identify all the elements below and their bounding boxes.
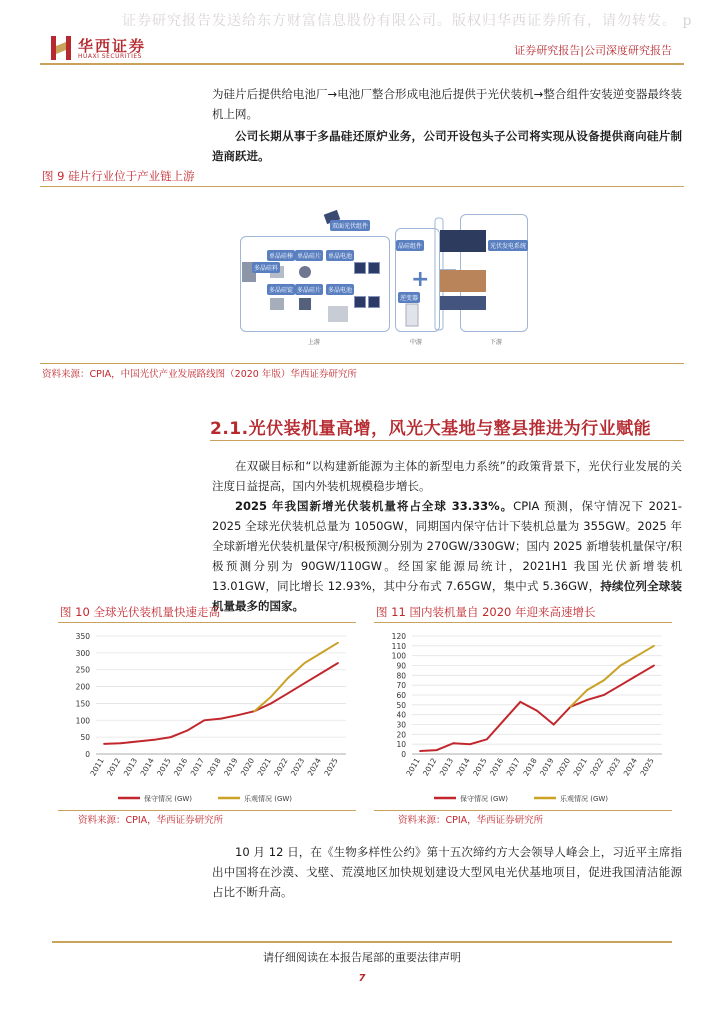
data-point xyxy=(320,652,322,654)
y-tick-label: 100 xyxy=(391,651,406,661)
domestic-installation-chart xyxy=(374,626,672,808)
x-tick-label: 2016 xyxy=(171,756,190,778)
data-point xyxy=(620,684,622,686)
legend-label: 乐观情况 (GW) xyxy=(560,795,609,803)
para2-bold-tail: 持续位列全球装机量最多的国家。 xyxy=(212,579,683,613)
y-tick-label: 60 xyxy=(396,691,406,700)
logo-chinese-name: 华西证券 xyxy=(78,37,147,55)
series-line-conservative xyxy=(420,666,654,752)
x-tick-label: 2023 xyxy=(604,756,623,778)
data-point xyxy=(187,730,189,732)
y-tick-label: 10 xyxy=(396,740,406,750)
solar-farm-image-1 xyxy=(440,230,486,252)
data-point xyxy=(270,696,272,698)
para2-body: CPIA 预测，保守情况下 2021-2025 全球光伏装机总量为 1050GW，同期国内保守估计下装机总量为 355GW。2025 年全球新增光伏装机量保守/积极预测分别为 270GW/330GW；国内 2025 新增装机量保守/积极预测分别为 90GW/110GW。经国家能源局统计，2021H1 我国光伏新增装机 13.01GW，同比增长 12.93%，其中分布式 7.65GW，集中式 5.36GW， xyxy=(212,499,682,593)
data-point xyxy=(519,701,521,703)
x-tick-label: 2024 xyxy=(621,756,640,778)
y-tick-label: 110 xyxy=(391,641,406,651)
data-point xyxy=(287,692,289,694)
data-point xyxy=(237,714,239,716)
diagram-graphics xyxy=(230,200,530,350)
data-point xyxy=(653,645,655,647)
x-tick-label: 2016 xyxy=(487,756,506,778)
data-point xyxy=(436,749,438,751)
logo-english-name: HUAXI SECURITIES xyxy=(78,53,142,60)
x-tick-label: 2017 xyxy=(504,756,523,778)
watermark-text: 证券研究报告发送给东方财富信息股份有限公司。版权归华西证券所有，请勿转发。 p xyxy=(122,13,693,29)
data-point xyxy=(570,706,572,708)
multi-cell-image-1 xyxy=(354,296,366,308)
data-point xyxy=(170,736,172,738)
x-tick-label: 2022 xyxy=(272,756,290,778)
stage-midstream: 中游 xyxy=(410,339,423,346)
x-tick-label: 2018 xyxy=(205,756,223,778)
plus-symbol: + xyxy=(411,267,430,292)
y-tick-label: 0 xyxy=(401,750,406,759)
figure11-top-rule xyxy=(374,622,672,623)
x-tick-label: 2025 xyxy=(322,756,340,778)
section-paragraph-1: 在双碳目标和“以构建新能源为主体的新型电力系统”的政策背景下，光伏行业发展的关注度日益提高，国内外装机规模稳步增长。 xyxy=(212,459,682,493)
data-point xyxy=(486,738,488,740)
page-number: 7 xyxy=(358,973,366,984)
y-tick-label: 200 xyxy=(75,682,90,692)
y-tick-label: 30 xyxy=(396,720,406,730)
footer-disclaimer: 请仔细阅读在本报告尾部的重要法律声明 xyxy=(263,951,461,964)
x-tick-label: 2015 xyxy=(155,756,173,778)
global-installation-chart xyxy=(58,626,356,808)
data-point xyxy=(337,662,339,664)
data-point xyxy=(254,710,256,712)
data-point xyxy=(503,720,505,722)
inverter-image xyxy=(406,304,418,326)
figure10-source: 资料来源：CPIA，华西证券研究所 xyxy=(78,815,224,826)
data-point xyxy=(653,665,655,667)
x-tick-label: 2020 xyxy=(554,756,573,778)
label-multi-cell: 多晶电池 xyxy=(326,284,354,295)
data-point xyxy=(304,682,306,684)
data-point xyxy=(153,739,155,741)
mono-cell-image-1 xyxy=(354,262,366,274)
y-tick-label: 120 xyxy=(391,632,406,641)
x-tick-label: 2011 xyxy=(404,756,422,778)
x-tick-label: 2019 xyxy=(538,756,556,778)
para2-bold-lead: 2025 年我国新增光伏装机量将占全球 33.33%。 xyxy=(235,499,514,513)
section-heading: 2.1.光伏装机量高增，风光大基地与整县推进为行业赋能 xyxy=(210,419,652,439)
huaxi-logo xyxy=(50,34,190,62)
huaxi-logo-icon xyxy=(50,34,72,62)
y-tick-label: 50 xyxy=(80,733,90,743)
y-tick-label: 250 xyxy=(75,665,90,675)
data-point xyxy=(586,689,588,691)
mono-wafer-image xyxy=(299,266,311,278)
label-polysilicon: 多晶硅料 xyxy=(252,262,280,273)
figure10-top-rule xyxy=(58,622,356,623)
legend-label: 乐观情况 (GW) xyxy=(244,795,293,803)
data-point xyxy=(337,642,339,644)
solar-farm-image-2 xyxy=(440,296,486,310)
paragraph-3: 10 月 12 日，在《生物多样性公约》第十五次缔约方大会领导人峰会上，习近平主席指出中国将在沙漠、戈壁、荒漠地区加快规划建设大型风电光伏基地项目，促进我国清洁能源占比不断升高。 xyxy=(212,845,682,899)
figure10-title: 图 10 全球光伏装机量快速走高 xyxy=(60,605,220,619)
solar-roof-image xyxy=(440,270,486,292)
data-point xyxy=(536,710,538,712)
header-divider xyxy=(40,63,684,65)
x-tick-label: 2020 xyxy=(238,756,257,778)
series-line-optimistic xyxy=(570,646,654,707)
x-tick-label: 2023 xyxy=(288,756,307,778)
label-pv-system: 光伏发电系统 xyxy=(488,240,528,251)
data-point xyxy=(636,655,638,657)
data-point xyxy=(103,743,105,745)
x-tick-label: 2022 xyxy=(588,756,606,778)
x-tick-label: 2013 xyxy=(121,756,140,778)
label-multi-ingot: 多晶硅锭 xyxy=(267,284,295,295)
figure10-bottom-rule xyxy=(58,810,356,811)
legend-label: 保守情况 (GW) xyxy=(144,795,193,803)
data-point xyxy=(270,703,272,705)
y-tick-label: 90 xyxy=(396,661,406,671)
x-tick-label: 2012 xyxy=(105,756,123,778)
y-tick-label: 350 xyxy=(75,632,90,641)
data-point xyxy=(120,742,122,744)
data-point xyxy=(220,718,222,720)
label-mono-rod: 单晶硅棒 xyxy=(267,250,295,261)
label-multi-wafer: 多晶硅片 xyxy=(295,284,323,295)
intro-bold-paragraph xyxy=(212,126,682,166)
x-tick-label: 2014 xyxy=(138,756,156,778)
label-mono-wafer: 单晶硅片 xyxy=(295,250,323,261)
data-point xyxy=(553,724,555,726)
y-tick-label: 50 xyxy=(396,700,406,710)
figure9-bottom-rule xyxy=(40,363,684,364)
data-point xyxy=(636,674,638,676)
multi-wafer-image xyxy=(299,298,311,310)
x-tick-label: 2019 xyxy=(222,756,240,778)
y-tick-label: 0 xyxy=(85,750,90,759)
x-tick-label: 2014 xyxy=(454,756,472,778)
label-bifacial-module: 双面光伏组件 xyxy=(330,220,370,231)
y-tick-label: 20 xyxy=(396,730,406,740)
y-tick-label: 300 xyxy=(75,648,90,658)
section-heading-rule xyxy=(210,440,684,441)
stage-upstream: 上游 xyxy=(308,339,321,346)
cell-sample-image xyxy=(328,306,348,322)
data-point xyxy=(469,743,471,745)
report-type-label: 证券研究报告|公司深度研究报告 xyxy=(514,44,672,57)
data-point xyxy=(287,677,289,679)
data-point xyxy=(453,742,455,744)
y-tick-label: 80 xyxy=(396,671,406,681)
x-tick-label: 2018 xyxy=(521,756,539,778)
data-point xyxy=(419,750,421,752)
data-point xyxy=(203,719,205,721)
x-tick-label: 2012 xyxy=(421,756,439,778)
data-point xyxy=(304,662,306,664)
data-point xyxy=(603,694,605,696)
stage-downstream: 下游 xyxy=(490,339,503,346)
x-tick-label: 2024 xyxy=(305,756,324,778)
section-paragraph-2 xyxy=(212,496,682,616)
industry-chain-diagram xyxy=(230,200,530,350)
data-point xyxy=(320,672,322,674)
x-tick-label: 2013 xyxy=(437,756,456,778)
y-tick-label: 70 xyxy=(396,681,406,691)
y-tick-label: 40 xyxy=(396,710,406,720)
x-tick-label: 2017 xyxy=(188,756,207,778)
x-tick-label: 2025 xyxy=(638,756,656,778)
footer-divider xyxy=(52,941,672,943)
multi-ingot-image xyxy=(270,298,284,310)
figure9-source: 资料来源：CPIA，中国光伏产业发展路线图（2020 年版）华西证券研究所 xyxy=(42,369,357,380)
figure9-title: 图 9 硅片行业位于产业链上游 xyxy=(42,169,195,183)
x-tick-label: 2021 xyxy=(571,756,589,778)
data-point xyxy=(620,665,622,667)
intro-bold-text: 公司长期从事于多晶硅还原炉业务，公司开设包头子公司将实现从设备提供商向硅片制造商跃进。 xyxy=(212,129,682,163)
x-tick-label: 2011 xyxy=(88,756,106,778)
y-tick-label: 100 xyxy=(75,716,90,726)
figure11-title: 图 11 国内装机量自 2020 年迎来高速增长 xyxy=(376,605,596,619)
x-tick-label: 2021 xyxy=(255,756,273,778)
figure11-bottom-rule xyxy=(374,810,672,811)
label-module: 晶硅组件 xyxy=(396,240,424,251)
data-point xyxy=(586,699,588,701)
x-tick-label: 2015 xyxy=(471,756,489,778)
data-point xyxy=(603,679,605,681)
label-mono-cell: 单晶电池 xyxy=(326,250,354,261)
label-inverter: 逆变器 xyxy=(398,292,420,303)
mono-cell-image-2 xyxy=(368,262,380,274)
multi-cell-image-2 xyxy=(368,296,380,308)
data-point xyxy=(137,741,139,743)
figure11-source: 资料来源：CPIA，华西证券研究所 xyxy=(398,815,544,826)
legend-label: 保守情况 (GW) xyxy=(460,795,509,803)
figure9-top-rule xyxy=(40,186,684,187)
intro-line: 为硅片后提供给电池厂→电池厂整合形成电池后提供于光伏装机→整合组件安装逆变器最终装机上网。 xyxy=(212,87,682,121)
y-tick-label: 150 xyxy=(75,699,90,709)
